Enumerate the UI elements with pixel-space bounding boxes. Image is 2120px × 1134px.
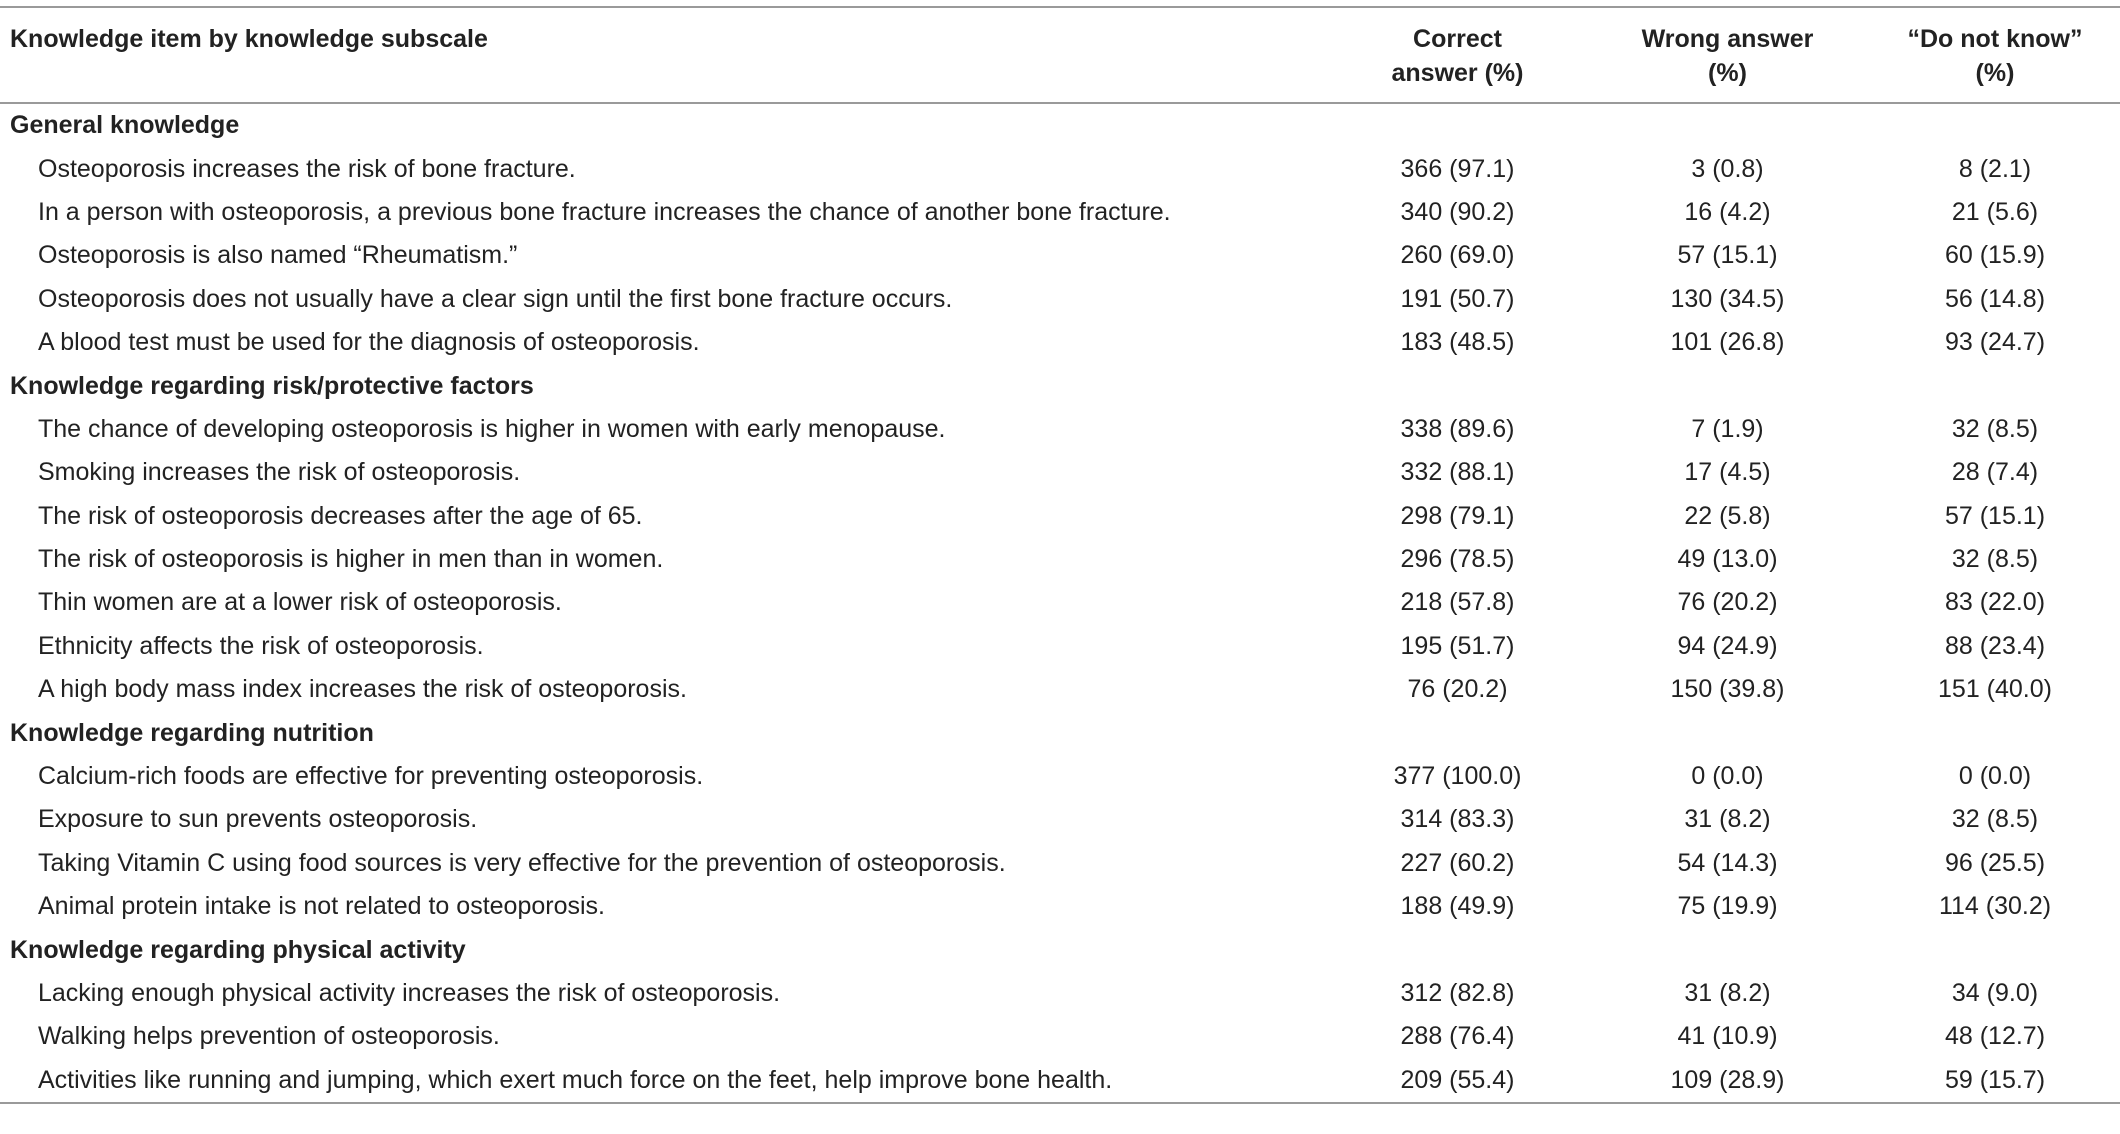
dnk-cell: 60 (15.9)	[1944, 241, 2046, 270]
table-row	[0, 625, 2120, 668]
wrong-cell: 150 (39.8)	[1670, 675, 1785, 704]
table-row	[0, 581, 2120, 624]
wrong-cell: 75 (19.9)	[1677, 892, 1778, 921]
table-row	[0, 1059, 2120, 1103]
correct-cell: 314 (83.3)	[1400, 805, 1515, 834]
dnk-cell: 32 (8.5)	[1951, 414, 2039, 443]
knowledge-table-container	[0, 6, 2120, 1104]
correct-cell: 340 (90.2)	[1400, 197, 1515, 226]
wrong-cell: 0 (0.0)	[1691, 762, 1764, 791]
section-title: Knowledge regarding risk/protective factors	[10, 371, 534, 400]
table-row	[0, 147, 2120, 190]
correct-cell: 288 (76.4)	[1400, 1022, 1515, 1051]
header-correct	[1330, 7, 1585, 103]
correct-cell: 188 (49.9)	[1400, 892, 1515, 921]
dnk-cell: 32 (8.5)	[1951, 805, 2039, 834]
knowledge-table	[0, 6, 2120, 1104]
header-item-label: Knowledge item by knowledge subscale	[10, 25, 488, 53]
dnk-cell: 59 (15.7)	[1870, 1059, 2120, 1103]
correct-cell: 76 (20.2)	[1407, 675, 1508, 704]
correct-cell: 227 (60.2)	[1400, 848, 1515, 877]
correct-cell: 209 (55.4)	[1330, 1059, 1585, 1103]
table-row	[0, 451, 2120, 494]
wrong-cell: 16 (4.2)	[1684, 197, 1771, 226]
item-cell: Calcium-rich foods are effective for preventing osteoporosis.	[38, 762, 704, 791]
dnk-cell: 48 (12.7)	[1944, 1022, 2046, 1051]
header-wrong-line1: Wrong answer	[1641, 25, 1814, 53]
wrong-cell: 54 (14.3)	[1677, 848, 1778, 877]
header-dnk-line1: “Do not know”	[1907, 25, 2083, 53]
table-row	[0, 972, 2120, 1015]
wrong-cell: 76 (20.2)	[1677, 588, 1778, 617]
table-row	[0, 191, 2120, 234]
correct-cell: 338 (89.6)	[1400, 414, 1515, 443]
section-title: Knowledge regarding physical activity	[10, 935, 466, 964]
wrong-cell: 31 (8.2)	[1684, 805, 1771, 834]
wrong-cell: 41 (10.9)	[1677, 1022, 1778, 1051]
table-row	[0, 234, 2120, 277]
header-correct-line1: Correct	[1413, 25, 1502, 53]
table-row	[0, 755, 2120, 798]
item-cell: Taking Vitamin C using food sources is very effective for the prevention of osteoporosis.	[38, 848, 1006, 877]
item-cell: Lacking enough physical activity increases the risk of osteoporosis.	[38, 979, 781, 1007]
wrong-cell: 31 (8.2)	[1684, 979, 1771, 1007]
wrong-cell: 101 (26.8)	[1670, 328, 1785, 357]
header-dnk-line2: (%)	[1975, 59, 2015, 87]
table-row	[0, 668, 2120, 711]
table-row	[0, 885, 2120, 928]
correct-cell: 312 (82.8)	[1400, 979, 1515, 1007]
correct-cell: 377 (100.0)	[1393, 762, 1522, 791]
correct-cell: 332 (88.1)	[1400, 458, 1515, 487]
table-row	[0, 321, 2120, 364]
correct-cell: 260 (69.0)	[1400, 241, 1515, 270]
wrong-cell: 57 (15.1)	[1677, 241, 1778, 270]
item-cell: Osteoporosis does not usually have a clear sign until the first bone fracture occurs.	[38, 284, 953, 313]
wrong-cell: 94 (24.9)	[1677, 631, 1778, 660]
table-body	[0, 103, 2120, 1103]
section-title: Knowledge regarding nutrition	[10, 718, 374, 747]
section-row-general-knowledge	[0, 103, 2120, 147]
item-cell: The risk of osteoporosis decreases after the age of 65.	[38, 501, 643, 530]
item-cell: Smoking increases the risk of osteoporosis.	[38, 458, 521, 487]
table-row	[0, 842, 2120, 885]
item-cell: Animal protein intake is not related to osteoporosis.	[38, 892, 605, 921]
dnk-cell: 34 (9.0)	[1951, 979, 2039, 1007]
header-correct-line2: answer (%)	[1391, 59, 1524, 87]
dnk-cell: 88 (23.4)	[1944, 631, 2046, 660]
dnk-cell: 83 (22.0)	[1944, 588, 2046, 617]
wrong-cell: 22 (5.8)	[1684, 501, 1771, 530]
section-row-risk-protective-factors	[0, 364, 2120, 407]
correct-cell: 296 (78.5)	[1400, 545, 1515, 574]
dnk-cell: 96 (25.5)	[1944, 848, 2046, 877]
correct-cell: 183 (48.5)	[1400, 328, 1515, 357]
item-cell: Walking helps prevention of osteoporosis.	[38, 1022, 500, 1051]
item-cell: A high body mass index increases the risk of osteoporosis.	[38, 675, 687, 704]
table-row	[0, 1015, 2120, 1058]
header-row	[0, 7, 2120, 103]
section-title: General knowledge	[10, 111, 240, 140]
dnk-cell: 93 (24.7)	[1944, 328, 2046, 357]
item-cell: Osteoporosis increases the risk of bone fracture.	[38, 154, 576, 183]
table-header	[0, 7, 2120, 103]
section-row-physical-activity	[0, 928, 2120, 971]
correct-cell: 191 (50.7)	[1400, 284, 1515, 313]
dnk-cell: 0 (0.0)	[1958, 762, 2032, 791]
dnk-cell: 151 (40.0)	[1938, 675, 2052, 704]
wrong-cell: 109 (28.9)	[1585, 1059, 1870, 1103]
dnk-cell: 8 (2.1)	[1958, 154, 2032, 183]
item-cell: Activities like running and jumping, which exert much force on the feet, help improve bone health.	[0, 1059, 1330, 1103]
dnk-cell: 56 (14.8)	[1944, 284, 2046, 313]
table-row	[0, 495, 2120, 538]
header-item	[0, 7, 1330, 103]
wrong-cell: 7 (1.9)	[1691, 414, 1764, 443]
dnk-cell: 32 (8.5)	[1951, 545, 2039, 574]
table-row	[0, 278, 2120, 321]
item-cell: Exposure to sun prevents osteoporosis.	[38, 805, 478, 834]
table-row	[0, 538, 2120, 581]
item-cell: The chance of developing osteoporosis is higher in women with early menopause.	[38, 414, 946, 443]
correct-cell: 366 (97.1)	[1400, 154, 1515, 183]
correct-cell: 298 (79.1)	[1400, 501, 1515, 530]
header-do-not-know	[1870, 7, 2120, 103]
table-row	[0, 408, 2120, 451]
section-row-nutrition	[0, 711, 2120, 754]
correct-cell: 195 (51.7)	[1400, 631, 1515, 660]
item-cell: Osteoporosis is also named “Rheumatism.”	[38, 241, 518, 270]
wrong-cell: 130 (34.5)	[1670, 284, 1785, 313]
header-wrong	[1585, 7, 1870, 103]
item-cell: In a person with osteoporosis, a previous bone fracture increases the chance of another bone fracture.	[38, 197, 1171, 226]
item-cell: Thin women are at a lower risk of osteoporosis.	[38, 588, 562, 617]
item-cell: Ethnicity affects the risk of osteoporosis.	[38, 631, 484, 660]
dnk-cell: 114 (30.2)	[1938, 892, 2052, 921]
header-wrong-line2: (%)	[1708, 59, 1747, 87]
item-cell: The risk of osteoporosis is higher in men than in women.	[38, 545, 664, 574]
dnk-cell: 28 (7.4)	[1951, 458, 2039, 487]
wrong-cell: 3 (0.8)	[1691, 154, 1764, 183]
table-row	[0, 798, 2120, 841]
wrong-cell: 17 (4.5)	[1684, 458, 1771, 487]
correct-cell: 218 (57.8)	[1400, 588, 1515, 617]
item-cell: A blood test must be used for the diagnosis of osteoporosis.	[38, 328, 700, 357]
dnk-cell: 57 (15.1)	[1944, 501, 2046, 530]
dnk-cell: 21 (5.6)	[1951, 197, 2039, 226]
wrong-cell: 49 (13.0)	[1677, 545, 1778, 574]
